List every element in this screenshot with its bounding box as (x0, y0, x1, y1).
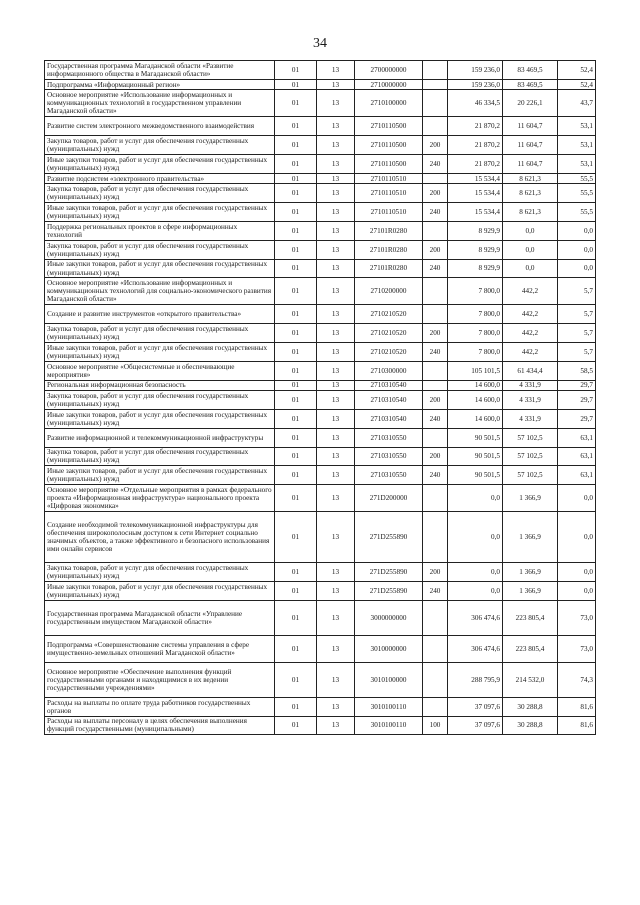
table-row (45, 184, 596, 203)
cell-execution-percent: 0,0 (558, 222, 596, 241)
cell-target-article: 27101R0280 (355, 240, 423, 259)
table-row (45, 154, 596, 173)
cell-target-article: 2710210520 (355, 342, 423, 361)
cell-executed-amount: 0,0 (503, 240, 558, 259)
cell-subsection: 13 (317, 305, 355, 324)
cell-executed-amount: 30 288,8 (503, 697, 558, 716)
cell-execution-percent: 0,0 (558, 512, 596, 563)
cell-expense-type (423, 485, 448, 512)
cell-plan-amount: 8 929,9 (448, 240, 503, 259)
cell-subsection: 13 (317, 410, 355, 429)
cell-plan-amount: 37 097,6 (448, 716, 503, 735)
cell-expense-type: 240 (423, 342, 448, 361)
cell-subsection: 13 (317, 154, 355, 173)
cell-executed-amount: 61 434,4 (503, 361, 558, 380)
cell-target-article: 271D200000 (355, 485, 423, 512)
cell-subsection: 13 (317, 324, 355, 343)
table-row (45, 173, 596, 184)
cell-execution-percent: 29,7 (558, 410, 596, 429)
cell-section: 01 (275, 90, 317, 117)
cell-section: 01 (275, 173, 317, 184)
table-row (45, 447, 596, 466)
cell-name: Закупка товаров, работ и услуг для обеспечения государственных (муниципальных) нужд (45, 184, 275, 203)
cell-subsection: 13 (317, 117, 355, 136)
cell-execution-percent: 53,1 (558, 117, 596, 136)
cell-section: 01 (275, 117, 317, 136)
cell-subsection: 13 (317, 259, 355, 278)
cell-plan-amount: 90 501,5 (448, 447, 503, 466)
cell-subsection: 13 (317, 697, 355, 716)
cell-execution-percent: 5,7 (558, 278, 596, 305)
cell-target-article: 2710300000 (355, 361, 423, 380)
cell-name: Подпрограмма «Информационный регион» (45, 79, 275, 90)
cell-execution-percent: 55,5 (558, 203, 596, 222)
table-row (45, 61, 596, 80)
cell-execution-percent: 55,5 (558, 184, 596, 203)
cell-expense-type: 240 (423, 203, 448, 222)
cell-name: Иные закупки товаров, работ и услуг для обеспечения государственных (муниципальных) нужд (45, 582, 275, 601)
cell-executed-amount: 11 604,7 (503, 154, 558, 173)
cell-execution-percent: 0,0 (558, 259, 596, 278)
cell-section: 01 (275, 447, 317, 466)
cell-section: 01 (275, 136, 317, 155)
cell-subsection: 13 (317, 716, 355, 735)
cell-subsection: 13 (317, 380, 355, 391)
cell-execution-percent: 55,5 (558, 173, 596, 184)
cell-section: 01 (275, 240, 317, 259)
cell-executed-amount: 0,0 (503, 259, 558, 278)
cell-executed-amount: 1 366,9 (503, 512, 558, 563)
cell-subsection: 13 (317, 184, 355, 203)
cell-target-article: 2710200000 (355, 278, 423, 305)
cell-name: Иные закупки товаров, работ и услуг для обеспечения государственных (муниципальных) нужд (45, 259, 275, 278)
cell-target-article: 3010100000 (355, 662, 423, 697)
cell-name: Развитие информационной и телекоммуникационной инфраструктуры (45, 428, 275, 447)
cell-execution-percent: 5,7 (558, 305, 596, 324)
cell-executed-amount: 1 366,9 (503, 485, 558, 512)
cell-section: 01 (275, 582, 317, 601)
cell-section: 01 (275, 305, 317, 324)
cell-plan-amount: 14 600,0 (448, 410, 503, 429)
cell-target-article: 2710310540 (355, 380, 423, 391)
cell-target-article: 271D255890 (355, 563, 423, 582)
cell-subsection: 13 (317, 447, 355, 466)
cell-executed-amount: 223 805,4 (503, 635, 558, 662)
cell-section: 01 (275, 485, 317, 512)
cell-plan-amount: 15 534,4 (448, 173, 503, 184)
cell-name: Развитие систем электронного межведомственного взаимодействия (45, 117, 275, 136)
cell-execution-percent: 73,0 (558, 600, 596, 635)
cell-expense-type (423, 79, 448, 90)
cell-executed-amount: 442,2 (503, 324, 558, 343)
page-number: 34 (313, 36, 327, 51)
cell-executed-amount: 1 366,9 (503, 563, 558, 582)
table-row (45, 582, 596, 601)
cell-executed-amount: 8 621,3 (503, 184, 558, 203)
cell-executed-amount: 442,2 (503, 342, 558, 361)
cell-expense-type (423, 278, 448, 305)
cell-section: 01 (275, 716, 317, 735)
cell-plan-amount: 0,0 (448, 563, 503, 582)
cell-name: Основное мероприятие «Отдельные мероприятия в рамках федерального проекта «Информационная инфраструктура» национального проекта «Цифровая экономика» (45, 485, 275, 512)
cell-name: Основное мероприятие «Общесистемные и обеспечивающие мероприятия» (45, 361, 275, 380)
cell-section: 01 (275, 466, 317, 485)
cell-plan-amount: 15 534,4 (448, 184, 503, 203)
cell-subsection: 13 (317, 466, 355, 485)
cell-name: Расходы на выплаты персоналу в целях обеспечения выполнения функций государственными (муниципальными) (45, 716, 275, 735)
cell-executed-amount: 11 604,7 (503, 117, 558, 136)
cell-execution-percent: 74,3 (558, 662, 596, 697)
cell-section: 01 (275, 380, 317, 391)
cell-name: Закупка товаров, работ и услуг для обеспечения государственных (муниципальных) нужд (45, 447, 275, 466)
cell-execution-percent: 0,0 (558, 563, 596, 582)
cell-subsection: 13 (317, 485, 355, 512)
cell-execution-percent: 0,0 (558, 485, 596, 512)
cell-section: 01 (275, 391, 317, 410)
cell-name: Развитие подсистем «электронного правительства» (45, 173, 275, 184)
table-row (45, 259, 596, 278)
cell-name: Основное мероприятие «Обеспечение выполнения функций государственными органами и находящимися в их ведении государственными учреждениями» (45, 662, 275, 697)
cell-subsection: 13 (317, 391, 355, 410)
cell-subsection: 13 (317, 278, 355, 305)
cell-name: Основное мероприятие «Использование информационных и коммуникационных технологий для социально-экономического развития Магаданской области» (45, 278, 275, 305)
cell-execution-percent: 5,7 (558, 324, 596, 343)
cell-execution-percent: 81,6 (558, 697, 596, 716)
cell-section: 01 (275, 662, 317, 697)
cell-name: Создание и развитие инструментов «открытого правительства» (45, 305, 275, 324)
cell-subsection: 13 (317, 582, 355, 601)
cell-expense-type (423, 600, 448, 635)
cell-target-article: 2710100000 (355, 90, 423, 117)
cell-expense-type (423, 361, 448, 380)
cell-plan-amount: 7 800,0 (448, 305, 503, 324)
cell-expense-type (423, 90, 448, 117)
cell-execution-percent: 29,7 (558, 391, 596, 410)
cell-expense-type (423, 117, 448, 136)
cell-expense-type: 200 (423, 391, 448, 410)
cell-expense-type (423, 61, 448, 80)
cell-plan-amount: 0,0 (448, 582, 503, 601)
cell-name: Закупка товаров, работ и услуг для обеспечения государственных (муниципальных) нужд (45, 563, 275, 582)
cell-plan-amount: 90 501,5 (448, 428, 503, 447)
cell-subsection: 13 (317, 79, 355, 90)
budget-table (44, 60, 596, 735)
cell-plan-amount: 0,0 (448, 485, 503, 512)
table-row (45, 428, 596, 447)
cell-target-article: 2710310550 (355, 447, 423, 466)
cell-plan-amount: 8 929,9 (448, 222, 503, 241)
cell-plan-amount: 21 870,2 (448, 117, 503, 136)
cell-execution-percent: 63,1 (558, 428, 596, 447)
cell-plan-amount: 8 929,9 (448, 259, 503, 278)
cell-execution-percent: 53,1 (558, 154, 596, 173)
cell-plan-amount: 7 800,0 (448, 342, 503, 361)
cell-section: 01 (275, 600, 317, 635)
table-row (45, 563, 596, 582)
cell-subsection: 13 (317, 512, 355, 563)
cell-target-article: 2710310550 (355, 466, 423, 485)
cell-plan-amount: 288 795,9 (448, 662, 503, 697)
table-row (45, 380, 596, 391)
cell-target-article: 2700000000 (355, 61, 423, 80)
cell-subsection: 13 (317, 222, 355, 241)
cell-section: 01 (275, 278, 317, 305)
cell-expense-type: 240 (423, 582, 448, 601)
cell-plan-amount: 159 236,0 (448, 61, 503, 80)
cell-plan-amount: 105 101,5 (448, 361, 503, 380)
cell-plan-amount: 90 501,5 (448, 466, 503, 485)
cell-target-article: 2710110500 (355, 136, 423, 155)
cell-name: Основное мероприятие «Использование информационных и коммуникационных технологий в государственном управлении Магаданской области» (45, 90, 275, 117)
cell-section: 01 (275, 697, 317, 716)
cell-executed-amount: 1 366,9 (503, 582, 558, 601)
cell-section: 01 (275, 324, 317, 343)
cell-plan-amount: 21 870,2 (448, 136, 503, 155)
table-row (45, 305, 596, 324)
cell-subsection: 13 (317, 662, 355, 697)
cell-subsection: 13 (317, 635, 355, 662)
cell-plan-amount: 37 097,6 (448, 697, 503, 716)
cell-name: Региональная информационная безопасность (45, 380, 275, 391)
cell-target-article: 2710110500 (355, 117, 423, 136)
cell-execution-percent: 52,4 (558, 79, 596, 90)
cell-section: 01 (275, 428, 317, 447)
cell-expense-type: 200 (423, 240, 448, 259)
cell-executed-amount: 4 331,9 (503, 391, 558, 410)
cell-name: Иные закупки товаров, работ и услуг для обеспечения государственных (муниципальных) нужд (45, 466, 275, 485)
cell-executed-amount: 57 102,5 (503, 466, 558, 485)
cell-subsection: 13 (317, 173, 355, 184)
table-row (45, 410, 596, 429)
cell-target-article: 2710310540 (355, 410, 423, 429)
cell-name: Закупка товаров, работ и услуг для обеспечения государственных (муниципальных) нужд (45, 324, 275, 343)
table-row (45, 662, 596, 697)
cell-section: 01 (275, 361, 317, 380)
cell-target-article: 2710110510 (355, 184, 423, 203)
cell-execution-percent: 0,0 (558, 582, 596, 601)
cell-executed-amount: 223 805,4 (503, 600, 558, 635)
cell-execution-percent: 43,7 (558, 90, 596, 117)
table-row (45, 136, 596, 155)
cell-section: 01 (275, 203, 317, 222)
cell-name: Закупка товаров, работ и услуг для обеспечения государственных (муниципальных) нужд (45, 136, 275, 155)
cell-name: Иные закупки товаров, работ и услуг для обеспечения государственных (муниципальных) нужд (45, 342, 275, 361)
cell-target-article: 2710000000 (355, 79, 423, 90)
cell-name: Поддержка региональных проектов в сфере информационных технологий (45, 222, 275, 241)
cell-name: Иные закупки товаров, работ и услуг для обеспечения государственных (муниципальных) нужд (45, 410, 275, 429)
cell-executed-amount: 8 621,3 (503, 173, 558, 184)
table-row (45, 222, 596, 241)
cell-execution-percent: 63,1 (558, 447, 596, 466)
budget-table-body (45, 61, 596, 735)
cell-expense-type: 100 (423, 716, 448, 735)
cell-section: 01 (275, 512, 317, 563)
cell-section: 01 (275, 563, 317, 582)
table-row (45, 203, 596, 222)
cell-executed-amount: 83 469,5 (503, 79, 558, 90)
cell-executed-amount: 83 469,5 (503, 61, 558, 80)
cell-executed-amount: 214 532,0 (503, 662, 558, 697)
cell-section: 01 (275, 410, 317, 429)
cell-target-article: 2710110510 (355, 173, 423, 184)
cell-subsection: 13 (317, 428, 355, 447)
table-row (45, 600, 596, 635)
cell-target-article: 3000000000 (355, 600, 423, 635)
cell-plan-amount: 306 474,6 (448, 635, 503, 662)
cell-plan-amount: 46 334,5 (448, 90, 503, 117)
table-row (45, 90, 596, 117)
cell-execution-percent: 58,5 (558, 361, 596, 380)
cell-executed-amount: 57 102,5 (503, 428, 558, 447)
cell-name: Иные закупки товаров, работ и услуг для обеспечения государственных (муниципальных) нужд (45, 203, 275, 222)
table-row (45, 512, 596, 563)
cell-subsection: 13 (317, 600, 355, 635)
cell-execution-percent: 5,7 (558, 342, 596, 361)
cell-expense-type (423, 173, 448, 184)
cell-expense-type (423, 305, 448, 324)
cell-executed-amount: 20 226,1 (503, 90, 558, 117)
cell-plan-amount: 159 236,0 (448, 79, 503, 90)
cell-execution-percent: 73,0 (558, 635, 596, 662)
cell-expense-type: 240 (423, 410, 448, 429)
cell-section: 01 (275, 222, 317, 241)
table-row (45, 635, 596, 662)
cell-executed-amount: 442,2 (503, 305, 558, 324)
cell-expense-type: 240 (423, 466, 448, 485)
table-row (45, 342, 596, 361)
cell-executed-amount: 4 331,9 (503, 410, 558, 429)
cell-plan-amount: 14 600,0 (448, 380, 503, 391)
cell-executed-amount: 8 621,3 (503, 203, 558, 222)
cell-name: Расходы на выплаты по оплате труда работников государственных органов (45, 697, 275, 716)
cell-name: Создание необходимой телекоммуникационной инфраструктуры для обеспечения широкополосным доступом к сети Интернет социально значимых объектов, а также эффективного и безопасного использования ими онлайн сервисов (45, 512, 275, 563)
cell-expense-type (423, 662, 448, 697)
table-row (45, 278, 596, 305)
cell-executed-amount: 11 604,7 (503, 136, 558, 155)
cell-subsection: 13 (317, 361, 355, 380)
cell-target-article: 271D255890 (355, 582, 423, 601)
cell-execution-percent: 29,7 (558, 380, 596, 391)
table-row (45, 697, 596, 716)
cell-section: 01 (275, 635, 317, 662)
cell-expense-type (423, 697, 448, 716)
cell-expense-type (423, 512, 448, 563)
cell-expense-type: 240 (423, 154, 448, 173)
cell-subsection: 13 (317, 563, 355, 582)
cell-subsection: 13 (317, 136, 355, 155)
table-row (45, 324, 596, 343)
table-row (45, 79, 596, 90)
cell-name: Государственная программа Магаданской области «Развитие информационного общества в Магаданской области» (45, 61, 275, 80)
cell-subsection: 13 (317, 342, 355, 361)
cell-section: 01 (275, 342, 317, 361)
cell-target-article: 3010100110 (355, 697, 423, 716)
table-row (45, 361, 596, 380)
table-row (45, 716, 596, 735)
cell-plan-amount: 15 534,4 (448, 203, 503, 222)
cell-subsection: 13 (317, 90, 355, 117)
cell-expense-type (423, 380, 448, 391)
cell-name: Закупка товаров, работ и услуг для обеспечения государственных (муниципальных) нужд (45, 391, 275, 410)
cell-section: 01 (275, 61, 317, 80)
table-row (45, 485, 596, 512)
table-row (45, 240, 596, 259)
cell-section: 01 (275, 184, 317, 203)
cell-target-article: 2710310550 (355, 428, 423, 447)
cell-execution-percent: 52,4 (558, 61, 596, 80)
cell-target-article: 2710210520 (355, 305, 423, 324)
cell-executed-amount: 442,2 (503, 278, 558, 305)
cell-expense-type: 200 (423, 136, 448, 155)
cell-section: 01 (275, 259, 317, 278)
cell-execution-percent: 81,6 (558, 716, 596, 735)
cell-expense-type (423, 428, 448, 447)
cell-plan-amount: 0,0 (448, 512, 503, 563)
table-row (45, 391, 596, 410)
cell-name: Иные закупки товаров, работ и услуг для обеспечения государственных (муниципальных) нужд (45, 154, 275, 173)
cell-name: Подпрограмма «Совершенствование системы управления в сфере имущественно-земельных отношений Магаданской области» (45, 635, 275, 662)
cell-plan-amount: 7 800,0 (448, 324, 503, 343)
table-row (45, 466, 596, 485)
cell-executed-amount: 57 102,5 (503, 447, 558, 466)
cell-plan-amount: 21 870,2 (448, 154, 503, 173)
table-row (45, 117, 596, 136)
cell-target-article: 3010000000 (355, 635, 423, 662)
cell-subsection: 13 (317, 240, 355, 259)
cell-expense-type: 240 (423, 259, 448, 278)
cell-subsection: 13 (317, 203, 355, 222)
cell-subsection: 13 (317, 61, 355, 80)
cell-section: 01 (275, 154, 317, 173)
cell-execution-percent: 53,1 (558, 136, 596, 155)
cell-name: Государственная программа Магаданской области «Управление государственным имуществом Магаданской области» (45, 600, 275, 635)
cell-target-article: 27101R0280 (355, 259, 423, 278)
cell-expense-type: 200 (423, 563, 448, 582)
cell-executed-amount: 30 288,8 (503, 716, 558, 735)
cell-expense-type (423, 222, 448, 241)
cell-plan-amount: 14 600,0 (448, 391, 503, 410)
cell-plan-amount: 306 474,6 (448, 600, 503, 635)
cell-target-article: 2710110510 (355, 203, 423, 222)
cell-name: Закупка товаров, работ и услуг для обеспечения государственных (муниципальных) нужд (45, 240, 275, 259)
cell-expense-type: 200 (423, 184, 448, 203)
cell-target-article: 2710210520 (355, 324, 423, 343)
cell-target-article: 27101R0280 (355, 222, 423, 241)
cell-executed-amount: 0,0 (503, 222, 558, 241)
cell-section: 01 (275, 79, 317, 90)
cell-plan-amount: 7 800,0 (448, 278, 503, 305)
cell-executed-amount: 4 331,9 (503, 380, 558, 391)
cell-execution-percent: 63,1 (558, 466, 596, 485)
cell-target-article: 2710110500 (355, 154, 423, 173)
cell-target-article: 271D255890 (355, 512, 423, 563)
cell-target-article: 3010100110 (355, 716, 423, 735)
cell-execution-percent: 0,0 (558, 240, 596, 259)
cell-expense-type (423, 635, 448, 662)
cell-expense-type: 200 (423, 324, 448, 343)
cell-target-article: 2710310540 (355, 391, 423, 410)
cell-expense-type: 200 (423, 447, 448, 466)
